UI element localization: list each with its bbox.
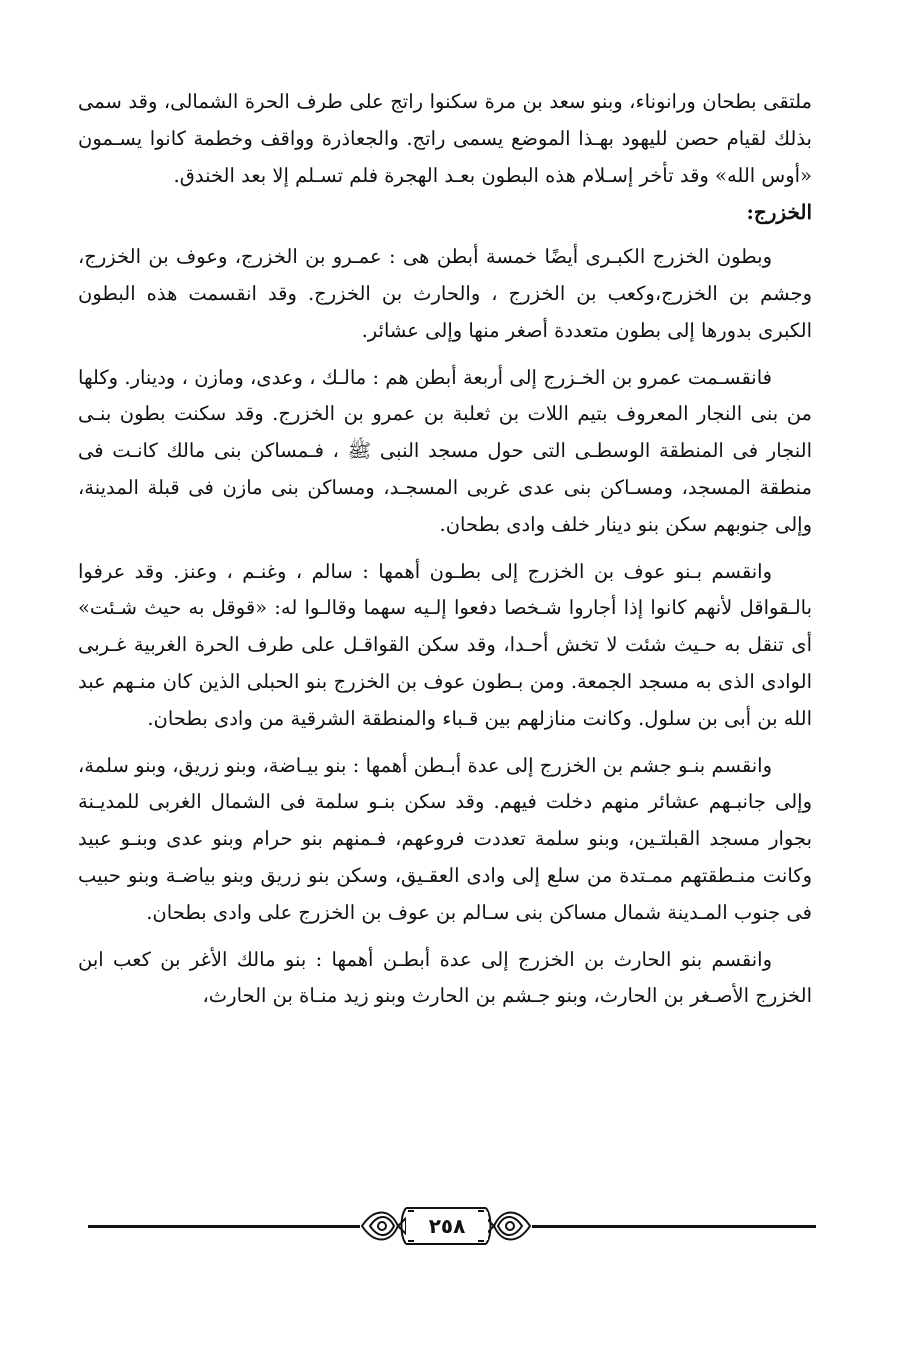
paragraph-amr-division: فانقسـمت عمرو بن الخـزرج إلى أربعة أبطن هم : مالـك ، وعدى، ومازن ، ودينار. وكلها من بنى النجار المعروف بتيم اللات بن ثعلبة بن عمرو بن الخزرج. وقد سكنت بطون بنـى النجار فى المنطقة الوسطـى التى حول مسجد النبى ﷺ ، فـمساكن بنى مالك كانـت فى منطقة المسجد، ومسـاكن بنى عدى غربى المسجـد، ومساكن بنى مازن فى قبلة المدينة، وإلى جنوبهم سكن بنو دينار خلف وادى بطحان. [78, 365, 812, 536]
page-footer [88, 1198, 816, 1254]
paragraph-harith-division: وانقسم بنو الحارث بن الخزرج إلى عدة أبطـن أهمها : بنو مالك الأغر بن كعب ابن الخزرج الأصـغر بن الحارث، وبنو جـشم بن الحارث وبنو زيد منـاة بن الحارث، [78, 947, 812, 1008]
paragraph-continuation: ملتقى بطحان ورانوناء، وبنو سعد بن مرة سكنوا راتج على طرف الحرة الشمالى، وقد سمى بذلك لقيام حصن لليهود بهـذا الموضع يسمى راتج. والجعاذرة وواقف وخطمة كانوا يسـمون «أوس الله» وقد تأخر إسـلام هذه البطون بعـد الهجرة فلم تسـلم إلا بعد الخندق. [78, 90, 812, 187]
page-body [78, 84, 812, 1015]
footer-rule-right [532, 1225, 816, 1228]
section-heading: الخزرج: [746, 200, 812, 225]
footer-rule-left [88, 1225, 360, 1228]
paragraph-jusham-division: وانقسم بنـو جشم بن الخزرج إلى عدة أبـطن أهمها : بنو بيـاضة، وبنو زريق، وبنو سلمة، وإلى جانبـهم عشائر منهم دخلت فيهم. وقد سكن بنـو سلمة فى الشمال الغربى للمديـنة بجوار مسجد القبلتـين، وبنو سلمة تعددت فروعهم، فـمنهم بنو حرام وبنو عدى وبنـو عبيد وكانت منـطقتهم ممـتدة من سلع إلى وادى العقـيق، وسكن بنو زريق وبنو بياضـة وبنو حبيب فى جنوب المـدينة شمال مساكن بنى سـالم بن عوف بن الخزرج على وادى بطحان. [78, 753, 812, 924]
paragraph-khazraj-clans: وبطون الخزرج الكبـرى أيضًا خمسة أبطن هى : عمـرو بن الخزرج، وعوف بن الخزرج، وجشم بن الخزرج،وكعب بن الخزرج ، والحارث بن الخزرج. وقد انقسمت هذه البطون الكبرى بدورها إلى بطون متعددة أصغر منها وإلى عشائر. [78, 245, 812, 342]
page-number: ٢٥٨ [406, 1212, 488, 1240]
paragraph-awf-division: وانقسم بـنو عوف بن الخزرج إلى بطـون أهمها : سالم ، وغنـم ، وعنز. وقد عرفوا بالـقواقل لأنهم كانوا إذا أجاروا شـخصا دفعوا إلـيه سهما وقالـوا له: «قوقل به حيث شـئت» أى تنقل به حـيث شئت لا تخش أحـدا، وقد سكن القواقـل على طرف الحرة الغربية غـربى الوادى الذى به مسجد الجمعة. ومن بـطون عوف بن الخزرج بنو الحبلى الذين كان منـهم عبد الله بن أبى بن سلول. وكانت منازلهم بين قـباء والمنطقة الشرقية من وادى بطحان. [78, 559, 812, 730]
